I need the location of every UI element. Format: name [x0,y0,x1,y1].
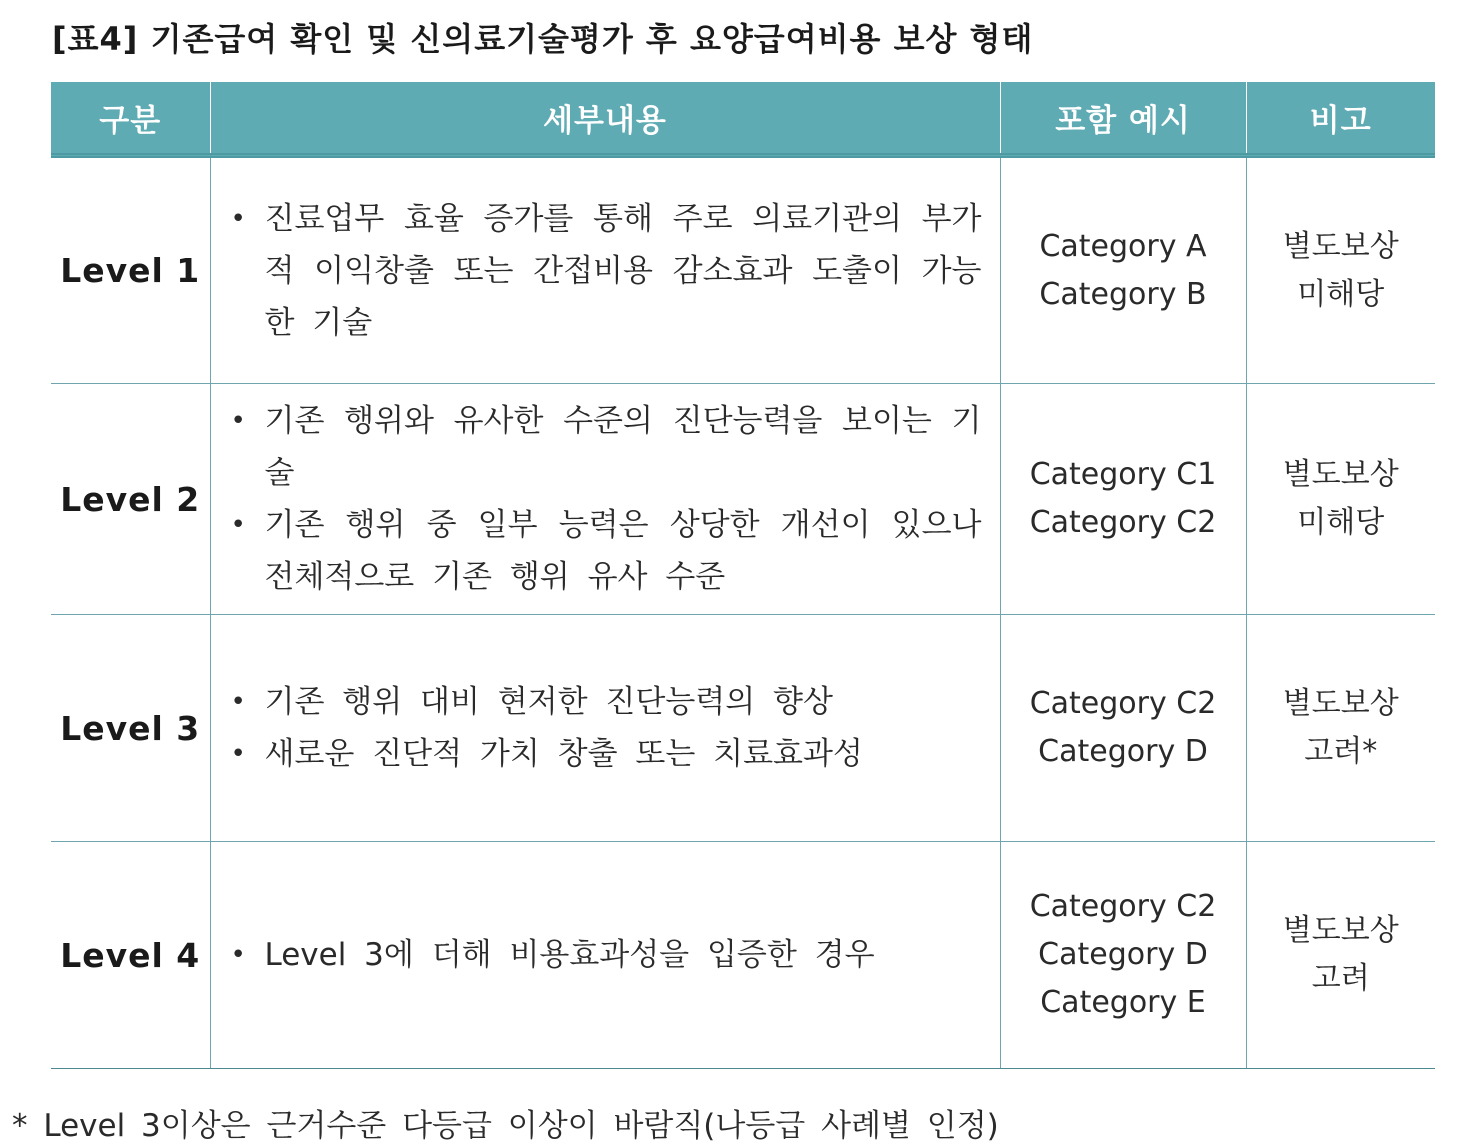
table-row [51,615,1435,842]
level-cell: Level 3 [51,615,210,842]
level-cell: Level 2 [51,384,210,615]
example-item: Category C2 [1029,686,1217,721]
example-item: Category C1 [1029,457,1217,492]
examples-cell [1000,156,1246,384]
example-item: Category A [1039,228,1207,264]
level-cell: Level 1 [51,156,210,384]
remark-line: 고려 [1311,961,1370,996]
compensation-table [51,82,1435,1069]
remark-line: 별도보상 [1282,686,1399,721]
table-header-row [51,82,1435,156]
remark-line: 별도보상 [1282,228,1399,264]
header-category: 구분 [51,82,210,156]
examples-cell [1000,384,1246,615]
remark-line: 별도보상 [1282,913,1399,948]
remarks-cell [1246,156,1435,384]
remark-line: 미해당 [1297,505,1385,540]
header-remarks: 비고 [1246,82,1435,156]
header-details: 세부내용 [210,82,1000,156]
details-cell [210,615,1000,842]
table-row [51,842,1435,1069]
detail-item: • 기존 행위 대비 현저한 진단능력의 향상 [231,676,982,728]
detail-item: • Level 3에 더해 비용효과성을 입증한 경우 [231,929,982,981]
example-item: Category C2 [1029,505,1217,540]
detail-item: • 새로운 진단적 가치 창출 또는 치료효과성 [231,728,982,780]
remarks-cell [1246,842,1435,1069]
footnote: * Level 3이상은 근거수준 다등급 이상이 바람직(나등급 사례별 인정) [12,1108,999,1144]
details-cell [210,384,1000,615]
detail-item: • 진료업무 효율 증가를 통해 주로 의료기관의 부가적 이익창출 또는 간접비용 감소효과 도출이 가능한 기술 [231,193,982,349]
example-item: Category B [1039,276,1207,312]
remark-line: 별도보상 [1282,457,1399,492]
detail-item: • 기존 행위와 유사한 수준의 진단능력을 보이는 기술 [231,395,982,499]
example-item: Category E [1040,985,1206,1020]
table-row [51,384,1435,615]
table-row [51,156,1435,384]
level-cell: Level 4 [51,842,210,1069]
remarks-cell [1246,615,1435,842]
example-item: Category D [1038,937,1208,972]
remarks-cell [1246,384,1435,615]
detail-item: • 기존 행위 중 일부 능력은 상당한 개선이 있으나 전체적으로 기존 행위 유사 수준 [231,499,982,603]
details-cell [210,156,1000,384]
example-item: Category D [1038,734,1208,769]
table-title: [표4] 기존급여 확인 및 신의료기술평가 후 요양급여비용 보상 형태 [52,20,1034,58]
header-examples: 포함 예시 [1000,82,1246,156]
details-cell [210,842,1000,1069]
example-item: Category C2 [1029,889,1217,924]
examples-cell [1000,842,1246,1069]
remark-line: 고려* [1304,734,1378,769]
remark-line: 미해당 [1297,276,1385,312]
examples-cell [1000,615,1246,842]
